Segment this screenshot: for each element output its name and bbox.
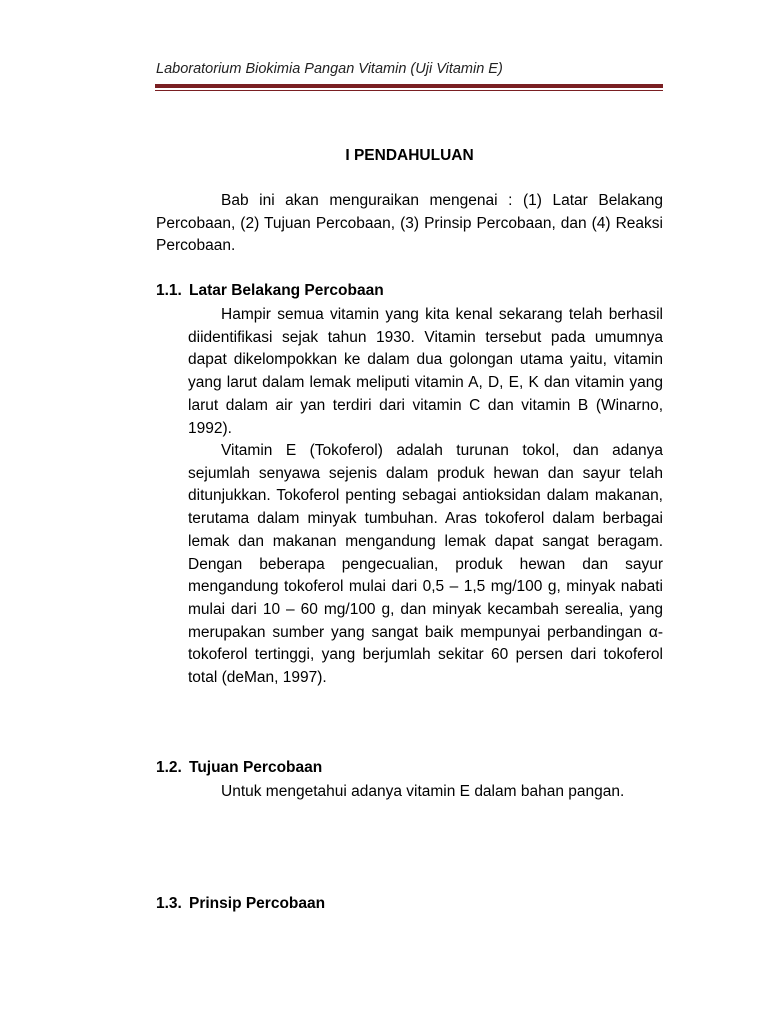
section-number: 1.3. — [156, 895, 182, 912]
chapter-intro-paragraph: Bab ini akan menguraikan mengenai : (1) Latar Belakang Percobaan, (2) Tujuan Percobaan, (3) Prinsip Percobaan, dan (4) Reaksi Percobaan. — [156, 192, 663, 255]
section-title: Tujuan Percobaan — [189, 759, 323, 776]
section-title: Latar Belakang Percobaan — [189, 282, 384, 299]
section-title: Prinsip Percobaan — [189, 895, 326, 912]
section-heading-tujuan — [156, 759, 322, 777]
header-rule-thin — [155, 90, 663, 91]
tujuan-paragraph: Untuk mengetahui adanya vitamin E dalam bahan pangan. — [221, 783, 625, 800]
section-heading-latar-belakang — [156, 282, 384, 300]
chapter-title: I PENDAHULUAN — [345, 147, 474, 164]
latar-belakang-paragraph-2: Vitamin E (Tokoferol) adalah turunan tokol, dan adanya sejumlah senyawa sejenis dalam produk hewan dan sayur telah ditunjukkan. Tokoferol penting sebagai antioksidan dalam makanan, terutama dalam minyak tumbuhan. Aras tokoferol dalam berbagai lemak dan makanan mengandung lemak dapat sangat beragam. Dengan beberapa pengecualian, produk hewan dan sayur mengandung tokoferol mulai dari 0,5 – 1,5 mg/100 g, minyak nabati mulai dari 10 – 60 mg/100 g, dan minyak kecambah serealia, yang merupakan sumber yang sangat baik mempunyai perbandingan α-tokoferol tertinggi, yang berjumlah sekitar 60 persen dari tokoferol total (deMan, 1997). — [188, 442, 663, 687]
section-number: 1.2. — [156, 759, 182, 776]
latar-belakang-paragraph-1: Hampir semua vitamin yang kita kenal sekarang telah berhasil diidentifikasi sejak tahun 1930. Vitamin tersebut pada umumnya dapat dikelompokkan ke dalam dua golongan utama yaitu, vitamin yang larut dalam lemak meliputi vitamin A, D, E, K dan vitamin yang larut dalam air yan terdiri dari vitamin C dan vitamin B (Winarno, 1992). — [188, 306, 663, 437]
header-rule-thick — [155, 84, 663, 88]
running-header: Laboratorium Biokimia Pangan Vitamin (Uji Vitamin E) — [156, 61, 503, 77]
section-number: 1.1. — [156, 282, 182, 299]
section-heading-prinsip — [156, 895, 325, 913]
